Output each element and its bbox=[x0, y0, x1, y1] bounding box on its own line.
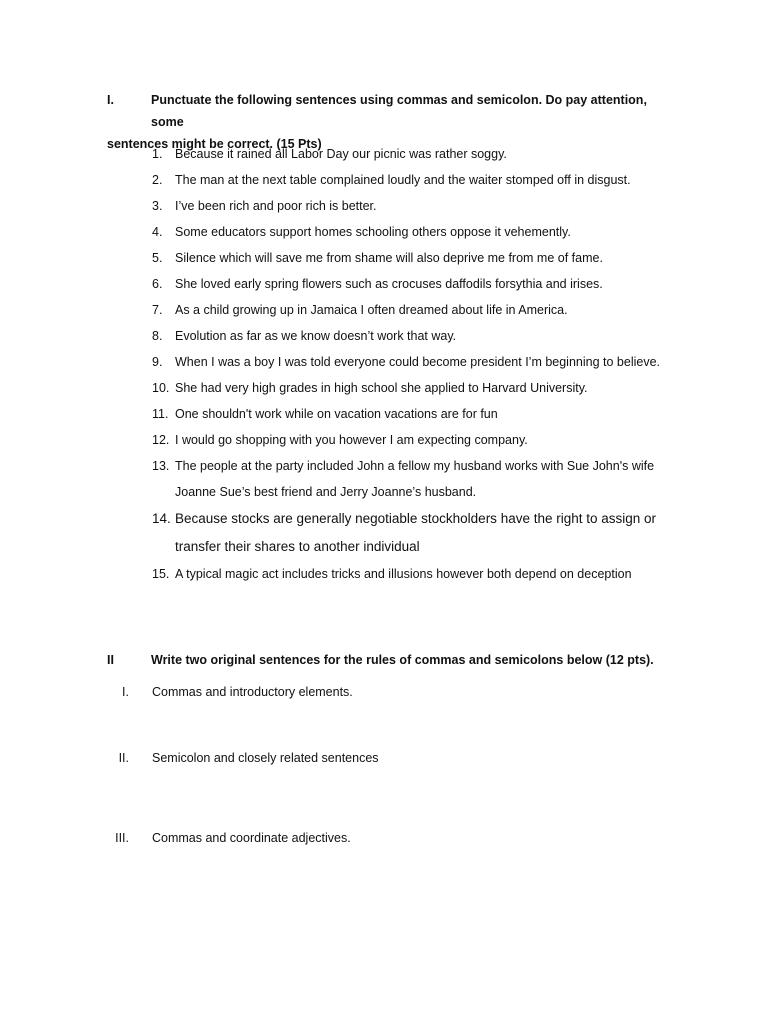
item-text: When I was a boy I was told everyone could become president I’m beginning to believe. bbox=[175, 355, 660, 369]
rule-text: Semicolon and closely related sentences bbox=[152, 751, 379, 765]
list-item bbox=[0, 193, 675, 219]
item-text: As a child growing up in Jamaica I often dreamed about life in America. bbox=[175, 303, 568, 317]
list-item bbox=[0, 141, 675, 167]
item-text: She had very high grades in high school she applied to Harvard University. bbox=[175, 381, 588, 395]
item-text: Because it rained all Labor Day our picnic was rather soggy. bbox=[175, 147, 507, 161]
item-number: 10. bbox=[152, 381, 170, 395]
item-number: 8. bbox=[152, 329, 163, 343]
item-text: Some educators support homes schooling others oppose it vehemently. bbox=[175, 225, 571, 239]
list-item bbox=[0, 561, 675, 587]
list-item bbox=[0, 349, 675, 375]
list-item bbox=[0, 375, 675, 401]
list-item bbox=[0, 505, 675, 561]
section-1-instruction-line1: Punctuate the following sentences using commas and semicolon. Do pay attention, some bbox=[151, 93, 647, 129]
list-item bbox=[0, 401, 675, 427]
rule-number: III. bbox=[115, 831, 129, 845]
section-2-heading bbox=[107, 649, 687, 671]
item-number: 6. bbox=[152, 277, 163, 291]
section-1-instruction-line2: sentences might be correct. (15 Pts) bbox=[107, 137, 322, 151]
item-text: Evolution as far as we know doesn’t work that way. bbox=[175, 329, 457, 343]
rule-number: I. bbox=[122, 685, 129, 699]
item-text: The man at the next table complained loudly and the waiter stomped off in disgust. bbox=[175, 173, 631, 187]
sentence-list bbox=[0, 141, 768, 587]
item-number: 4. bbox=[152, 225, 163, 239]
section-2-number: II bbox=[107, 653, 114, 667]
item-number: 1. bbox=[152, 147, 163, 161]
item-number: 13. bbox=[152, 459, 170, 473]
list-item bbox=[0, 453, 675, 505]
item-text: I would go shopping with you however I am expecting company. bbox=[175, 433, 528, 447]
section-1-number: I. bbox=[107, 93, 114, 107]
item-text: A typical magic act includes tricks and illusions however both depend on deception bbox=[175, 567, 632, 581]
item-text: One shouldn't work while on vacation vacations are for fun bbox=[175, 407, 498, 421]
list-item bbox=[0, 297, 675, 323]
list-item bbox=[0, 323, 675, 349]
item-number: 9. bbox=[152, 355, 163, 369]
item-text: I’ve been rich and poor rich is better. bbox=[175, 199, 377, 213]
section-2-instruction: Write two original sentences for the rules of commas and semicolons below (12 pts). bbox=[151, 653, 654, 667]
item-number: 15. bbox=[152, 567, 170, 581]
item-text: Because stocks are generally negotiable stockholders have the right to assign or transfer their shares to another individual bbox=[175, 511, 657, 554]
list-item bbox=[0, 427, 675, 453]
item-number: 2. bbox=[152, 173, 163, 187]
item-text: Silence which will save me from shame will also deprive me from me of fame. bbox=[175, 251, 603, 265]
rule-number: II. bbox=[118, 751, 129, 765]
item-number: 3. bbox=[152, 199, 163, 213]
list-item bbox=[0, 271, 675, 297]
list-item bbox=[0, 245, 675, 271]
rule-text: Commas and coordinate adjectives. bbox=[152, 831, 351, 845]
item-number: 11. bbox=[152, 407, 169, 421]
item-number: 14. bbox=[152, 511, 171, 526]
rule-text: Commas and introductory elements. bbox=[152, 685, 353, 699]
list-item bbox=[0, 219, 675, 245]
item-number: 5. bbox=[152, 251, 163, 265]
item-text: The people at the party included John a fellow my husband works with Sue John's wife Joanne Sue’s best friend and Jerry Joanne’s husband. bbox=[175, 459, 655, 499]
list-item bbox=[0, 167, 675, 193]
item-number: 7. bbox=[152, 303, 163, 317]
item-text: She loved early spring flowers such as crocuses daffodils forsythia and irises. bbox=[175, 277, 603, 291]
item-number: 12. bbox=[152, 433, 170, 447]
